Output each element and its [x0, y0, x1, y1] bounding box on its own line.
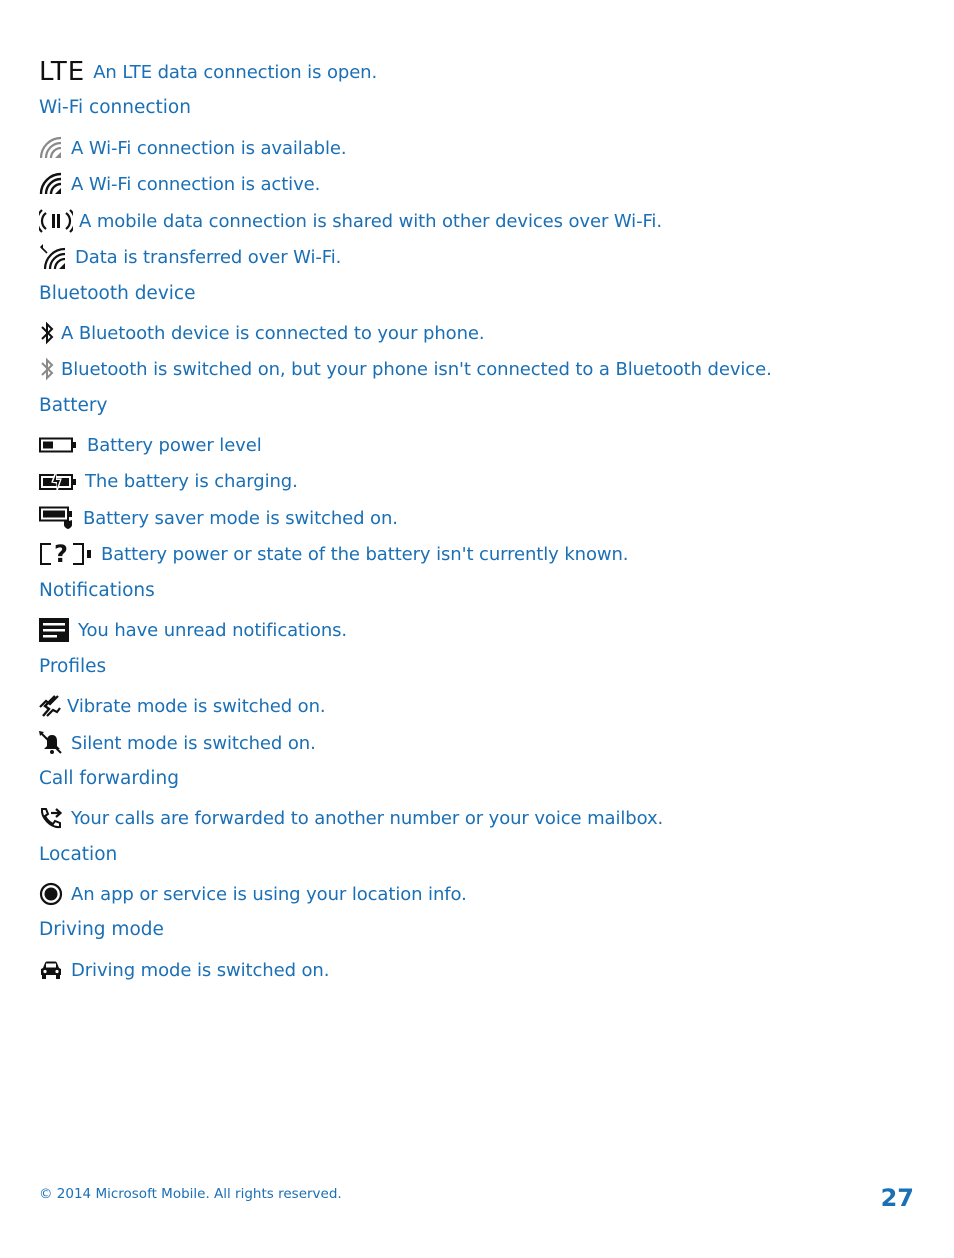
battery-unknown-question: ?	[54, 540, 68, 568]
entry-text: Battery power level	[87, 434, 262, 456]
entry-wifi-available	[39, 133, 346, 163]
section-heading-bluetooth: Bluetooth device	[39, 283, 196, 304]
page-number: 27	[880, 1184, 914, 1212]
entry-text: Silent mode is switched on.	[71, 732, 316, 754]
entry-text: Bluetooth is switched on, but your phone isn't connected to a Bluetooth device.	[61, 358, 772, 380]
entry-silent	[39, 728, 316, 758]
entry-battery-unknown	[39, 539, 628, 569]
entry-wifi-active	[39, 169, 320, 199]
entry-vibrate	[39, 691, 326, 721]
section-heading-notifications: Notifications	[39, 580, 155, 601]
battery-saver-icon	[39, 506, 75, 530]
section-heading-driving: Driving mode	[39, 919, 164, 940]
entry-bluetooth-on	[39, 354, 772, 384]
entry-wifi-transfer	[39, 242, 341, 272]
section-heading-location: Location	[39, 844, 118, 865]
section-heading-battery: Battery	[39, 395, 108, 416]
battery-unknown-icon	[39, 542, 93, 566]
bluetooth-connected-icon	[39, 320, 55, 346]
entry-text: The battery is charging.	[85, 470, 298, 492]
entry-text: Data is transferred over Wi-Fi.	[75, 246, 342, 268]
wifi-active-icon	[39, 172, 65, 196]
entry-text: Driving mode is switched on.	[71, 959, 330, 981]
silent-icon	[39, 731, 65, 755]
vibrate-icon	[39, 694, 61, 718]
lte-icon: LTE	[39, 57, 86, 87]
entry-battery-charging	[39, 466, 298, 496]
entry-notifications	[39, 615, 347, 645]
entry-location	[39, 879, 467, 909]
car-icon	[39, 960, 63, 980]
entry-text: A Bluetooth device is connected to your phone.	[61, 322, 485, 344]
entry-text: A Wi-Fi connection is active.	[71, 173, 321, 195]
copyright-footer: © 2014 Microsoft Mobile. All rights reserved.	[39, 1186, 342, 1202]
wifi-available-icon	[39, 136, 65, 160]
entry-lte	[39, 57, 377, 87]
call-forwarding-icon	[39, 807, 63, 829]
entry-text: An app or service is using your location info.	[71, 883, 467, 905]
section-heading-wifi: Wi-Fi connection	[39, 97, 191, 118]
entry-text: Battery saver mode is switched on.	[83, 507, 398, 529]
location-icon	[39, 882, 63, 906]
wifi-sharing-icon	[39, 209, 73, 233]
entry-text: An LTE data connection is open.	[93, 61, 378, 83]
entry-bluetooth-connected	[39, 318, 485, 348]
entry-battery-saver	[39, 503, 398, 533]
entry-driving	[39, 955, 329, 985]
wifi-transfer-icon	[39, 244, 69, 270]
battery-level-icon	[39, 437, 77, 453]
entry-text: Battery power or state of the battery isn't currently known.	[101, 543, 629, 565]
entry-wifi-shared	[39, 206, 662, 236]
entry-text: A mobile data connection is shared with other devices over Wi-Fi.	[79, 210, 662, 232]
entry-text: You have unread notifications.	[78, 619, 348, 641]
entry-call-forwarding	[39, 803, 663, 833]
section-heading-call-forwarding: Call forwarding	[39, 768, 179, 789]
bluetooth-on-icon	[39, 356, 55, 382]
entry-text: Vibrate mode is switched on.	[67, 695, 326, 717]
entry-text: A Wi-Fi connection is available.	[71, 137, 347, 159]
entry-text: Your calls are forwarded to another number or your voice mailbox.	[71, 807, 664, 829]
battery-charging-icon	[39, 470, 77, 492]
notifications-icon	[39, 618, 69, 642]
section-heading-profiles: Profiles	[39, 656, 107, 677]
entry-battery-level	[39, 430, 262, 460]
